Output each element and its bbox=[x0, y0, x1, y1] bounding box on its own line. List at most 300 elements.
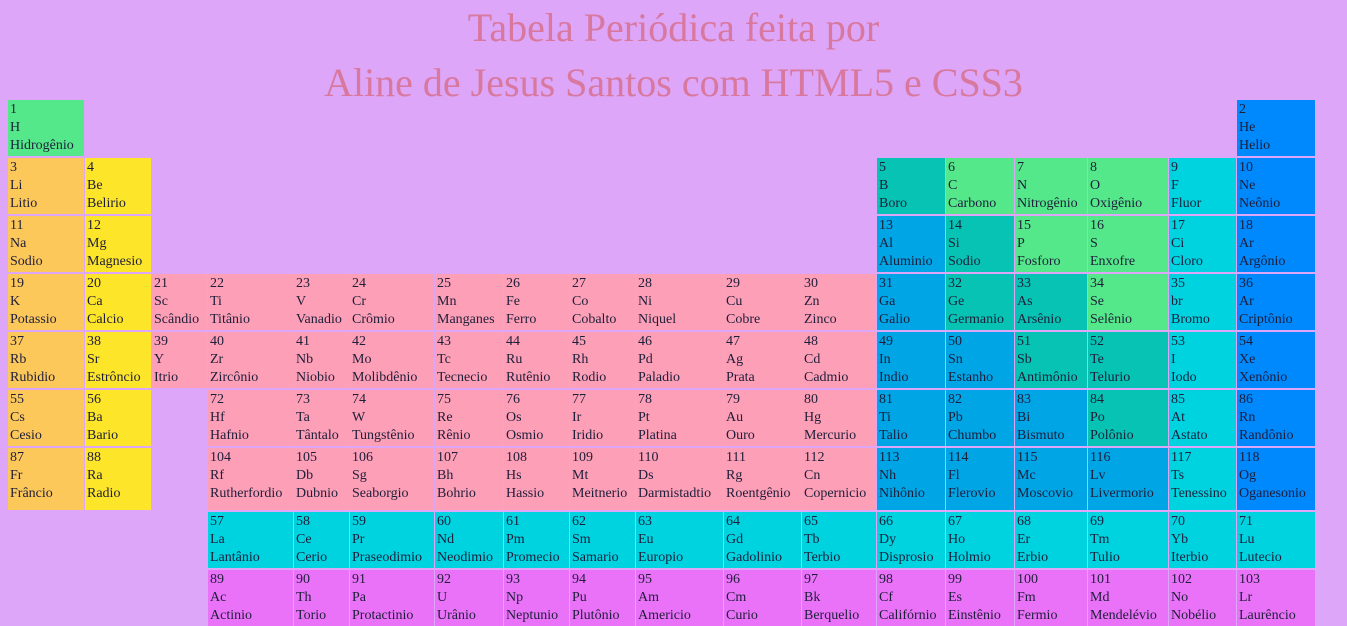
element-element-name: Meitnerio bbox=[572, 486, 628, 501]
element-cell-ci-17 bbox=[1169, 216, 1236, 272]
element-atomic-number: 109 bbox=[572, 450, 593, 465]
element-atomic-number: 71 bbox=[1239, 514, 1253, 529]
element-symbol: Ir bbox=[572, 410, 582, 425]
element-cell-ga-31 bbox=[877, 274, 945, 330]
element-cell-no-102 bbox=[1169, 570, 1236, 626]
element-symbol: Cs bbox=[10, 410, 25, 425]
element-atomic-number: 19 bbox=[10, 276, 24, 291]
element-atomic-number: 88 bbox=[87, 450, 101, 465]
element-element-name: Vanadio bbox=[296, 312, 342, 327]
element-symbol: Tc bbox=[437, 352, 451, 367]
element-cell-xe-54 bbox=[1237, 332, 1315, 388]
element-cell-rf-104 bbox=[208, 448, 293, 510]
element-cell-f-9 bbox=[1169, 158, 1236, 214]
element-cell-at-85 bbox=[1169, 390, 1236, 446]
element-cell-ru-44 bbox=[504, 332, 569, 388]
element-atomic-number: 104 bbox=[210, 450, 231, 465]
element-symbol: At bbox=[1171, 410, 1185, 425]
element-cell-hf-72 bbox=[208, 390, 293, 446]
element-cell-be-4 bbox=[85, 158, 151, 214]
element-element-name: Zinco bbox=[804, 312, 837, 327]
element-symbol: Fr bbox=[10, 468, 23, 483]
element-cell-cu-29 bbox=[724, 274, 801, 330]
element-element-name: Iterbio bbox=[1171, 550, 1209, 565]
element-atomic-number: 67 bbox=[948, 514, 962, 529]
element-element-name: Telurio bbox=[1090, 370, 1131, 385]
element-atomic-number: 111 bbox=[726, 450, 746, 465]
element-atomic-number: 108 bbox=[506, 450, 527, 465]
element-element-name: Zircônio bbox=[210, 370, 259, 385]
element-symbol: Ce bbox=[296, 532, 312, 547]
title-line-2: Aline de Jesus Santos com HTML5 e CSS3 bbox=[324, 60, 1023, 105]
element-element-name: Dubnio bbox=[296, 486, 338, 501]
element-symbol: Ho bbox=[948, 532, 966, 547]
element-cell-pa-91 bbox=[350, 570, 434, 626]
element-symbol: Cm bbox=[726, 590, 747, 605]
element-symbol: Hf bbox=[210, 410, 225, 425]
element-cell-sn-50 bbox=[946, 332, 1014, 388]
element-symbol: Ar bbox=[1239, 236, 1254, 251]
element-cell-br-35 bbox=[1169, 274, 1236, 330]
element-atomic-number: 10 bbox=[1239, 160, 1253, 175]
element-cell-zr-40 bbox=[208, 332, 293, 388]
element-cell-ar-36 bbox=[1237, 274, 1315, 330]
element-cell-ni-28 bbox=[636, 274, 723, 330]
element-symbol: Cu bbox=[726, 294, 743, 309]
element-element-name: Copernicio bbox=[804, 486, 867, 501]
element-cell-hs-108 bbox=[504, 448, 569, 510]
element-element-name: Polônio bbox=[1090, 428, 1134, 443]
element-cell-bi-83 bbox=[1015, 390, 1087, 446]
element-atomic-number: 86 bbox=[1239, 392, 1253, 407]
element-element-name: Neptunio bbox=[506, 608, 559, 623]
element-cell-na-11 bbox=[8, 216, 84, 272]
element-cell-cr-24 bbox=[350, 274, 434, 330]
element-symbol: F bbox=[1171, 178, 1179, 193]
element-symbol: Li bbox=[10, 178, 23, 193]
element-element-name: Rênio bbox=[437, 428, 471, 443]
element-atomic-number: 117 bbox=[1171, 450, 1192, 465]
element-element-name: Cadmio bbox=[804, 370, 849, 385]
element-atomic-number: 44 bbox=[506, 334, 520, 349]
element-cell-sr-38 bbox=[85, 332, 151, 388]
element-atomic-number: 23 bbox=[296, 276, 310, 291]
element-cell-w-74 bbox=[350, 390, 434, 446]
element-element-name: Plutônio bbox=[572, 608, 620, 623]
element-cell-se-34 bbox=[1088, 274, 1168, 330]
element-atomic-number: 53 bbox=[1171, 334, 1185, 349]
element-cell-ts-117 bbox=[1169, 448, 1236, 510]
element-cell-ne-10 bbox=[1237, 158, 1315, 214]
element-atomic-number: 63 bbox=[638, 514, 652, 529]
element-atomic-number: 9 bbox=[1171, 160, 1178, 175]
element-cell-tb-65 bbox=[802, 512, 876, 568]
element-element-name: Fermio bbox=[1017, 608, 1058, 623]
element-element-name: Cesio bbox=[10, 428, 42, 443]
element-element-name: Mercurio bbox=[804, 428, 857, 443]
element-cell-b-5 bbox=[877, 158, 945, 214]
element-atomic-number: 31 bbox=[879, 276, 893, 291]
element-symbol: Po bbox=[1090, 410, 1105, 425]
element-cell-c-6 bbox=[946, 158, 1014, 214]
element-atomic-number: 66 bbox=[879, 514, 893, 529]
element-cell-li-3 bbox=[8, 158, 84, 214]
element-element-name: Belirio bbox=[87, 196, 126, 211]
element-cell-u-92 bbox=[435, 570, 503, 626]
element-symbol: Ag bbox=[726, 352, 744, 367]
element-symbol: Pu bbox=[572, 590, 587, 605]
element-cell-rh-45 bbox=[570, 332, 635, 388]
element-element-name: Chumbo bbox=[948, 428, 997, 443]
element-cell-gd-64 bbox=[724, 512, 801, 568]
element-symbol: La bbox=[210, 532, 225, 547]
element-atomic-number: 52 bbox=[1090, 334, 1104, 349]
element-symbol: Md bbox=[1090, 590, 1110, 605]
element-cell-fe-26 bbox=[504, 274, 569, 330]
element-element-name: Bismuto bbox=[1017, 428, 1065, 443]
element-cell-sm-62 bbox=[570, 512, 635, 568]
element-cell-rn-86 bbox=[1237, 390, 1315, 446]
element-element-name: Bohrio bbox=[437, 486, 476, 501]
element-element-name: Holmio bbox=[948, 550, 991, 565]
element-atomic-number: 70 bbox=[1171, 514, 1185, 529]
element-symbol: Ni bbox=[638, 294, 652, 309]
element-element-name: Enxofre bbox=[1090, 254, 1136, 269]
element-atomic-number: 2 bbox=[1239, 102, 1246, 117]
element-symbol: Cn bbox=[804, 468, 821, 483]
element-cell-rb-37 bbox=[8, 332, 84, 388]
element-element-name: Nihônio bbox=[879, 486, 925, 501]
element-element-name: Radio bbox=[87, 486, 121, 501]
element-atomic-number: 77 bbox=[572, 392, 586, 407]
element-element-name: Promecio bbox=[506, 550, 560, 565]
element-element-name: Bario bbox=[87, 428, 119, 443]
element-element-name: Nitrogênio bbox=[1017, 196, 1078, 211]
element-element-name: Curio bbox=[726, 608, 758, 623]
element-element-name: Flerovio bbox=[948, 486, 996, 501]
element-element-name: Rodio bbox=[572, 370, 607, 385]
element-element-name: Berquelio bbox=[804, 608, 860, 623]
element-element-name: Actinio bbox=[210, 608, 252, 623]
element-element-name: Potassio bbox=[10, 312, 57, 327]
element-element-name: Tungstênio bbox=[352, 428, 415, 443]
element-element-name: Molibdênio bbox=[352, 370, 418, 385]
element-cell-y-39 bbox=[152, 332, 207, 388]
element-atomic-number: 25 bbox=[437, 276, 451, 291]
element-cell-i-53 bbox=[1169, 332, 1236, 388]
element-symbol: V bbox=[296, 294, 307, 309]
element-cell-mg-12 bbox=[85, 216, 151, 272]
element-symbol: Al bbox=[879, 236, 893, 251]
element-cell-nd-60 bbox=[435, 512, 503, 568]
element-element-name: Samario bbox=[572, 550, 619, 565]
element-element-name: Prata bbox=[726, 370, 755, 385]
element-symbol: Rn bbox=[1239, 410, 1256, 425]
element-atomic-number: 96 bbox=[726, 572, 740, 587]
element-cell-co-27 bbox=[570, 274, 635, 330]
element-cell-md-101 bbox=[1088, 570, 1168, 626]
element-symbol: In bbox=[879, 352, 891, 367]
element-cell-bh-107 bbox=[435, 448, 503, 510]
element-element-name: Helio bbox=[1239, 138, 1271, 153]
element-cell-hg-80 bbox=[802, 390, 876, 446]
element-symbol: Nb bbox=[296, 352, 314, 367]
element-cell-au-79 bbox=[724, 390, 801, 446]
element-cell-s-16 bbox=[1088, 216, 1168, 272]
element-symbol: Fm bbox=[1017, 590, 1036, 605]
element-symbol: Se bbox=[1090, 294, 1104, 309]
element-cell-cm-96 bbox=[724, 570, 801, 626]
element-atomic-number: 30 bbox=[804, 276, 818, 291]
element-element-name: Antimônio bbox=[1017, 370, 1078, 385]
element-atomic-number: 90 bbox=[296, 572, 310, 587]
element-cell-ti-81 bbox=[877, 390, 945, 446]
element-cell-zn-30 bbox=[802, 274, 876, 330]
element-cell-cd-48 bbox=[802, 332, 876, 388]
element-element-name: Randônio bbox=[1239, 428, 1294, 443]
element-cell-ta-73 bbox=[294, 390, 349, 446]
element-element-name: Estrôncio bbox=[87, 370, 141, 385]
element-element-name: Rutênio bbox=[506, 370, 551, 385]
element-element-name: Roentgênio bbox=[726, 486, 791, 501]
element-symbol: Og bbox=[1239, 468, 1257, 483]
element-atomic-number: 48 bbox=[804, 334, 818, 349]
element-atomic-number: 7 bbox=[1017, 160, 1024, 175]
element-symbol: Cd bbox=[804, 352, 821, 367]
element-symbol: Tm bbox=[1090, 532, 1110, 547]
element-atomic-number: 100 bbox=[1017, 572, 1038, 587]
element-symbol: B bbox=[879, 178, 889, 193]
element-element-name: Livermorio bbox=[1090, 486, 1154, 501]
element-atomic-number: 13 bbox=[879, 218, 893, 233]
element-symbol: Db bbox=[296, 468, 314, 483]
element-cell-mn-25 bbox=[435, 274, 503, 330]
element-cell-ca-20 bbox=[85, 274, 151, 330]
element-symbol: Nd bbox=[437, 532, 455, 547]
element-element-name: Einstênio bbox=[948, 608, 1001, 623]
element-cell-ar-18 bbox=[1237, 216, 1315, 272]
element-symbol: Zr bbox=[210, 352, 224, 367]
element-symbol: Eu bbox=[638, 532, 654, 547]
element-cell-db-105 bbox=[294, 448, 349, 510]
element-atomic-number: 115 bbox=[1017, 450, 1038, 465]
element-symbol: He bbox=[1239, 120, 1256, 135]
element-atomic-number: 94 bbox=[572, 572, 586, 587]
element-cell-cn-112 bbox=[802, 448, 876, 510]
element-symbol: No bbox=[1171, 590, 1189, 605]
element-cell-fr-87 bbox=[8, 448, 84, 510]
element-symbol: Ac bbox=[210, 590, 227, 605]
element-element-name: Tecnecio bbox=[437, 370, 488, 385]
element-atomic-number: 39 bbox=[154, 334, 168, 349]
element-cell-lu-71 bbox=[1237, 512, 1315, 568]
element-cell-sc-21 bbox=[152, 274, 207, 330]
element-symbol: S bbox=[1090, 236, 1098, 251]
element-element-name: Germanio bbox=[948, 312, 1004, 327]
element-atomic-number: 12 bbox=[87, 218, 101, 233]
element-atomic-number: 97 bbox=[804, 572, 818, 587]
element-atomic-number: 46 bbox=[638, 334, 652, 349]
element-atomic-number: 33 bbox=[1017, 276, 1031, 291]
element-symbol: Ti bbox=[879, 410, 891, 425]
element-cell-po-84 bbox=[1088, 390, 1168, 446]
element-cell-re-75 bbox=[435, 390, 503, 446]
element-cell-ac-89 bbox=[208, 570, 293, 626]
element-atomic-number: 35 bbox=[1171, 276, 1185, 291]
element-element-name: Fluor bbox=[1171, 196, 1202, 211]
element-cell-sg-106 bbox=[350, 448, 434, 510]
element-element-name: Ouro bbox=[726, 428, 755, 443]
element-element-name: Moscovio bbox=[1017, 486, 1073, 501]
element-atomic-number: 65 bbox=[804, 514, 818, 529]
element-element-name: Terbio bbox=[804, 550, 841, 565]
element-atomic-number: 41 bbox=[296, 334, 310, 349]
element-cell-o-8 bbox=[1088, 158, 1168, 214]
element-symbol: Ne bbox=[1239, 178, 1256, 193]
element-atomic-number: 69 bbox=[1090, 514, 1104, 529]
element-element-name: Paladio bbox=[638, 370, 680, 385]
element-cell-ra-88 bbox=[85, 448, 151, 510]
element-cell-te-52 bbox=[1088, 332, 1168, 388]
element-cell-ba-56 bbox=[85, 390, 151, 446]
element-atomic-number: 76 bbox=[506, 392, 520, 407]
element-cell-th-90 bbox=[294, 570, 349, 626]
element-atomic-number: 74 bbox=[352, 392, 366, 407]
element-atomic-number: 16 bbox=[1090, 218, 1104, 233]
element-symbol: C bbox=[948, 178, 958, 193]
element-element-name: Tenessino bbox=[1171, 486, 1227, 501]
element-symbol: Np bbox=[506, 590, 524, 605]
element-symbol: Tb bbox=[804, 532, 820, 547]
element-atomic-number: 26 bbox=[506, 276, 520, 291]
element-atomic-number: 81 bbox=[879, 392, 893, 407]
element-element-name: Frâncio bbox=[10, 486, 53, 501]
title-line-1: Tabela Periódica feita por bbox=[467, 5, 880, 50]
element-atomic-number: 102 bbox=[1171, 572, 1192, 587]
element-symbol: Ge bbox=[948, 294, 965, 309]
element-element-name: Neônio bbox=[1239, 196, 1281, 211]
element-symbol: Th bbox=[296, 590, 312, 605]
element-element-name: Oxigênio bbox=[1090, 196, 1143, 211]
element-symbol: Bk bbox=[804, 590, 821, 605]
element-atomic-number: 58 bbox=[296, 514, 310, 529]
element-element-name: Cobre bbox=[726, 312, 761, 327]
element-cell-cf-98 bbox=[877, 570, 945, 626]
element-symbol: Am bbox=[638, 590, 659, 605]
element-cell-nh-113 bbox=[877, 448, 945, 510]
element-atomic-number: 3 bbox=[10, 160, 17, 175]
element-cell-mt-109 bbox=[570, 448, 635, 510]
element-cell-pt-78 bbox=[636, 390, 723, 446]
element-symbol: Re bbox=[437, 410, 453, 425]
element-atomic-number: 61 bbox=[506, 514, 520, 529]
element-symbol: Ru bbox=[506, 352, 523, 367]
element-symbol: Sn bbox=[948, 352, 963, 367]
element-symbol: Pd bbox=[638, 352, 653, 367]
element-cell-pr-59 bbox=[350, 512, 434, 568]
element-cell-mc-115 bbox=[1015, 448, 1087, 510]
element-symbol: Mc bbox=[1017, 468, 1036, 483]
element-symbol: Cr bbox=[352, 294, 366, 309]
element-element-name: Oganesonio bbox=[1239, 486, 1306, 501]
element-cell-eu-63 bbox=[636, 512, 723, 568]
element-cell-pd-46 bbox=[636, 332, 723, 388]
element-cell-er-68 bbox=[1015, 512, 1087, 568]
element-cell-bk-97 bbox=[802, 570, 876, 626]
element-symbol: Nh bbox=[879, 468, 897, 483]
element-atomic-number: 15 bbox=[1017, 218, 1031, 233]
element-element-name: Argônio bbox=[1239, 254, 1286, 269]
element-atomic-number: 84 bbox=[1090, 392, 1104, 407]
element-symbol: As bbox=[1017, 294, 1033, 309]
element-atomic-number: 95 bbox=[638, 572, 652, 587]
element-atomic-number: 32 bbox=[948, 276, 962, 291]
element-cell-ti-22 bbox=[208, 274, 293, 330]
element-atomic-number: 21 bbox=[154, 276, 168, 291]
element-atomic-number: 75 bbox=[437, 392, 451, 407]
element-cell-tm-69 bbox=[1088, 512, 1168, 568]
element-atomic-number: 79 bbox=[726, 392, 740, 407]
element-atomic-number: 85 bbox=[1171, 392, 1185, 407]
element-atomic-number: 113 bbox=[879, 450, 900, 465]
element-cell-lv-116 bbox=[1088, 448, 1168, 510]
element-atomic-number: 27 bbox=[572, 276, 586, 291]
element-element-name: Boro bbox=[879, 196, 907, 211]
element-symbol: Sb bbox=[1017, 352, 1032, 367]
element-symbol: Sm bbox=[572, 532, 591, 547]
element-element-name: Niobio bbox=[296, 370, 335, 385]
element-symbol: N bbox=[1017, 178, 1028, 193]
element-symbol: Pm bbox=[506, 532, 525, 547]
element-element-name: Cobalto bbox=[572, 312, 617, 327]
element-atomic-number: 43 bbox=[437, 334, 451, 349]
element-element-name: Sodio bbox=[10, 254, 43, 269]
element-element-name: Cerio bbox=[296, 550, 328, 565]
element-element-name: Rubidio bbox=[10, 370, 56, 385]
element-element-name: Estanho bbox=[948, 370, 994, 385]
element-element-name: Laurêncio bbox=[1239, 608, 1296, 623]
element-symbol: Fl bbox=[948, 468, 960, 483]
element-element-name: Hafnio bbox=[210, 428, 249, 443]
element-cell-ds-110 bbox=[636, 448, 723, 510]
element-symbol: Ra bbox=[87, 468, 103, 483]
element-element-name: Tulio bbox=[1090, 550, 1120, 565]
element-symbol: Rb bbox=[10, 352, 27, 367]
element-symbol: Te bbox=[1090, 352, 1104, 367]
element-atomic-number: 114 bbox=[948, 450, 969, 465]
element-atomic-number: 60 bbox=[437, 514, 451, 529]
element-element-name: Califórnio bbox=[879, 608, 937, 623]
element-atomic-number: 98 bbox=[879, 572, 893, 587]
element-symbol: Be bbox=[87, 178, 103, 193]
element-atomic-number: 72 bbox=[210, 392, 224, 407]
element-symbol: Pa bbox=[352, 590, 366, 605]
element-element-name: Scândio bbox=[154, 312, 200, 327]
element-symbol: U bbox=[437, 590, 448, 605]
element-symbol: Pr bbox=[352, 532, 365, 547]
element-symbol: Gd bbox=[726, 532, 744, 547]
element-element-name: Astato bbox=[1171, 428, 1208, 443]
element-cell-yb-70 bbox=[1169, 512, 1236, 568]
element-symbol: Sg bbox=[352, 468, 367, 483]
element-atomic-number: 83 bbox=[1017, 392, 1031, 407]
element-symbol: Pt bbox=[638, 410, 650, 425]
element-element-name: Talio bbox=[879, 428, 908, 443]
element-symbol: W bbox=[352, 410, 366, 425]
element-cell-nb-41 bbox=[294, 332, 349, 388]
element-cell-k-19 bbox=[8, 274, 84, 330]
element-element-name: Ferro bbox=[506, 312, 537, 327]
